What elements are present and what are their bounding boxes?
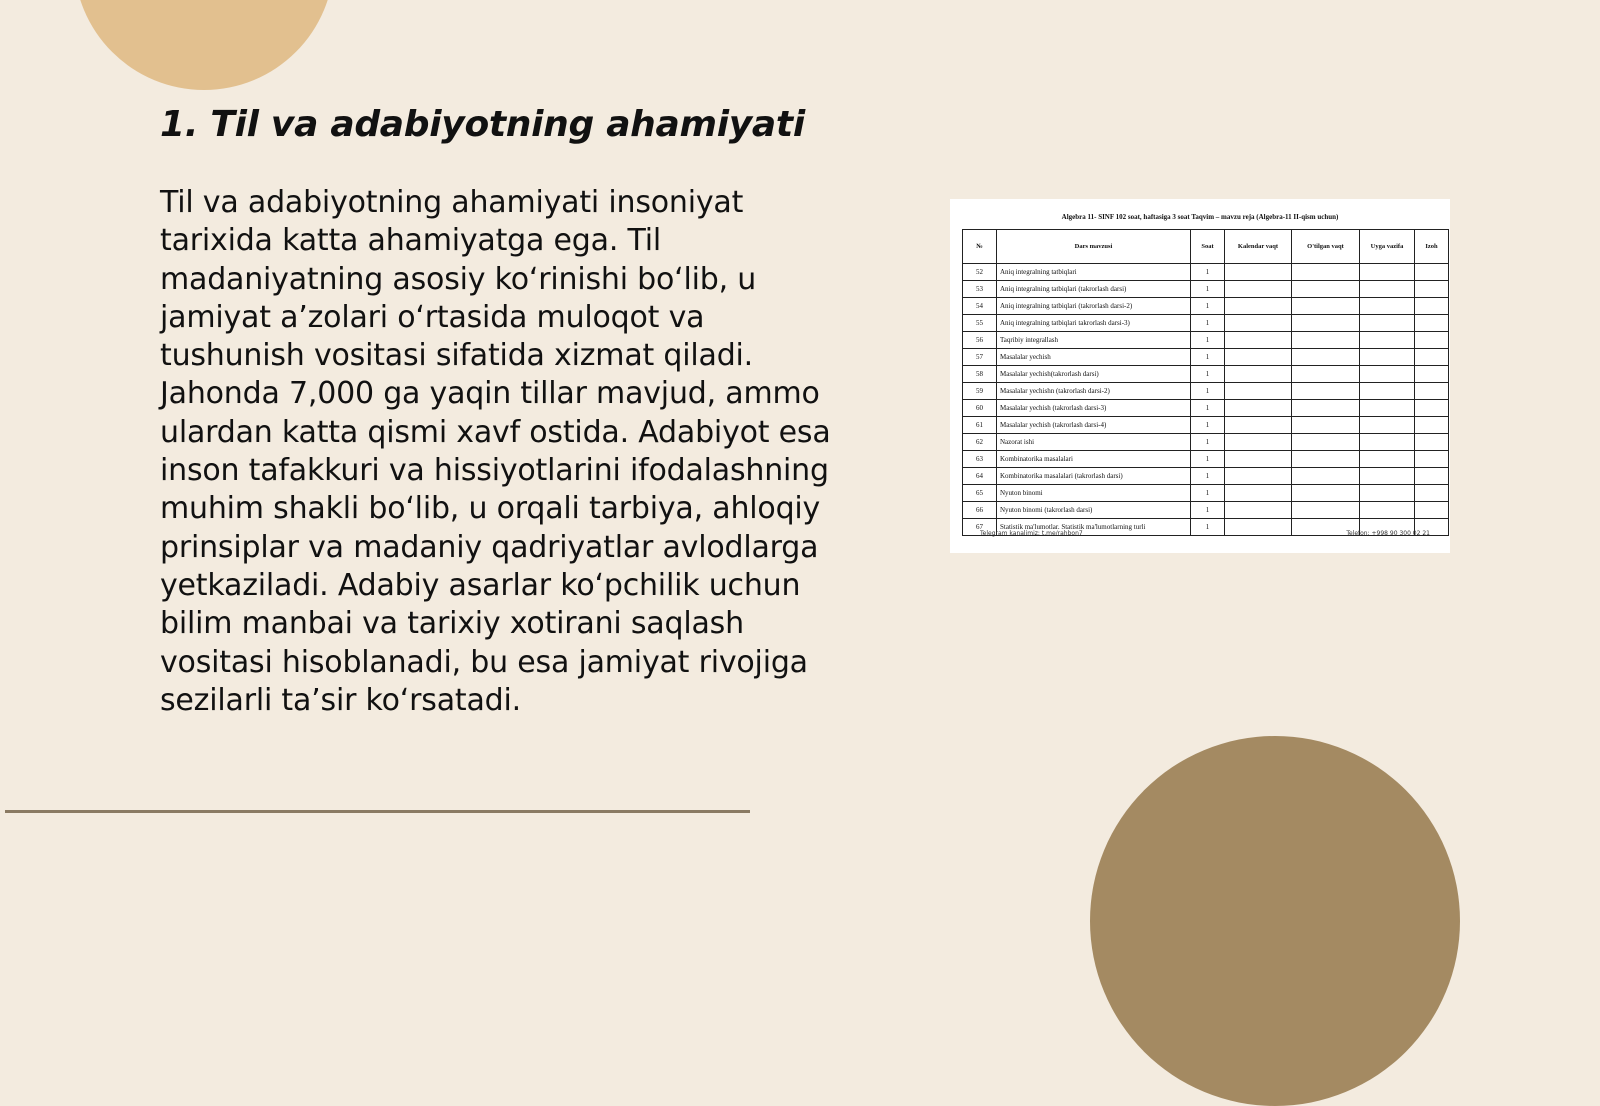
row-homework-cell [1360,349,1415,366]
table-header-row [963,230,1449,264]
row-homework-cell [1360,264,1415,281]
table-row [963,349,1449,366]
row-number: 66 [963,502,997,519]
table-row [963,332,1449,349]
table-footer-telegram: Telegram kanalimiz: t.me/rahbon7 [980,530,1083,537]
row-hours: 1 [1191,485,1225,502]
row-note-cell [1415,400,1449,417]
row-note-cell [1415,485,1449,502]
row-number: 65 [963,485,997,502]
row-homework-cell [1360,502,1415,519]
row-homework-cell [1360,298,1415,315]
row-taught-cell [1292,502,1360,519]
table-row [963,298,1449,315]
row-number: 56 [963,332,997,349]
row-calendar-cell [1225,349,1292,366]
row-topic: Nyuton binomi (takrorlash darsi) [997,502,1191,519]
row-calendar-cell [1225,502,1292,519]
column-header: O'tilgan vaqt [1292,230,1360,264]
row-homework-cell [1360,383,1415,400]
row-note-cell [1415,451,1449,468]
row-homework-cell [1360,400,1415,417]
slide-title: 1. Til va adabiyotning ahamiyati [160,104,805,145]
row-taught-cell [1292,400,1360,417]
row-note-cell [1415,434,1449,451]
row-taught-cell [1292,366,1360,383]
row-hours: 1 [1191,298,1225,315]
table-row [963,417,1449,434]
row-taught-cell [1292,332,1360,349]
curriculum-table-image [950,199,1450,553]
row-calendar-cell [1225,366,1292,383]
row-topic: Masalalar yechish (takrorlash darsi-4) [997,417,1191,434]
row-number: 58 [963,366,997,383]
row-calendar-cell [1225,400,1292,417]
row-note-cell [1415,349,1449,366]
row-number: 55 [963,315,997,332]
column-header: Dars mavzusi [997,230,1191,264]
table-row [963,468,1449,485]
table-row [963,264,1449,281]
row-hours: 1 [1191,366,1225,383]
row-number: 60 [963,400,997,417]
row-calendar-cell [1225,264,1292,281]
row-taught-cell [1292,298,1360,315]
row-taught-cell [1292,383,1360,400]
row-hours: 1 [1191,451,1225,468]
row-topic: Aniq integralning tatbiqlari takrorlash darsi-3) [997,315,1191,332]
row-homework-cell [1360,366,1415,383]
row-topic: Masalalar yechish [997,349,1191,366]
row-hours: 1 [1191,349,1225,366]
row-topic: Masalalar yechish (takrorlash darsi-3) [997,400,1191,417]
row-number: 57 [963,349,997,366]
row-calendar-cell [1225,332,1292,349]
row-homework-cell [1360,468,1415,485]
row-topic: Aniq integralning tatbiqlari (takrorlash darsi) [997,281,1191,298]
row-taught-cell [1292,468,1360,485]
slide-body-text: Til va adabiyotning ahamiyati insoniyat tarixida katta ahamiyatga ega. Til madaniyatning asosiy koʻrinishi boʻlib, u jamiyat aʼzolari oʻrtasida muloqot va tushunish vositasi sifatida xizmat qiladi. Jahonda 7,000 ga yaqin tillar mavjud, ammo ulardan katta qismi xavf ostida. Adabiyot esa inson tafakkuri va hissiyotlarini ifodalashning muhim shakli boʻlib, u orqali tarbiya, ahloqiy prinsiplar va madaniy qadriyatlar avlodlarga yetkaziladi. Adabiy asarlar koʻpchilik uchun bilim manbai va tarixiy xotirani saqlash vositasi hisoblanadi, bu esa jamiyat rivojiga sezilarli taʼsir koʻrsatadi. [160,185,831,718]
row-topic: Nazorat ishi [997,434,1191,451]
row-number: 63 [963,451,997,468]
row-number: 64 [963,468,997,485]
column-header: Kalendar vaqt [1225,230,1292,264]
table-row [963,485,1449,502]
table-row [963,281,1449,298]
row-number: 52 [963,264,997,281]
row-number: 61 [963,417,997,434]
row-topic: Masalalar yechish(takrorlash darsi) [997,366,1191,383]
table-row [963,400,1449,417]
row-homework-cell [1360,417,1415,434]
row-hours: 1 [1191,281,1225,298]
table-row [963,383,1449,400]
row-note-cell [1415,502,1449,519]
row-number: 53 [963,281,997,298]
row-topic: Aniq integralning tatbiqlari (takrorlash darsi-2) [997,298,1191,315]
row-calendar-cell [1225,417,1292,434]
row-note-cell [1415,264,1449,281]
row-hours: 1 [1191,264,1225,281]
row-calendar-cell [1225,281,1292,298]
row-taught-cell [1292,349,1360,366]
row-hours: 1 [1191,315,1225,332]
divider-line [5,810,750,813]
row-homework-cell [1360,485,1415,502]
row-hours: 1 [1191,434,1225,451]
row-calendar-cell [1225,485,1292,502]
row-topic: Nyuton binomi [997,485,1191,502]
row-calendar-cell [1225,383,1292,400]
column-header: Soat [1191,230,1225,264]
table-row [963,434,1449,451]
row-note-cell [1415,366,1449,383]
table-row [963,366,1449,383]
row-note-cell [1415,281,1449,298]
row-calendar-cell [1225,434,1292,451]
row-homework-cell [1360,434,1415,451]
row-taught-cell [1292,434,1360,451]
row-homework-cell [1360,281,1415,298]
row-calendar-cell [1225,451,1292,468]
row-hours: 1 [1191,400,1225,417]
row-number: 54 [963,298,997,315]
row-hours: 1 [1191,383,1225,400]
row-taught-cell [1292,264,1360,281]
row-calendar-cell [1225,315,1292,332]
row-taught-cell [1292,485,1360,502]
row-number: 62 [963,434,997,451]
table-caption: Algebra 11- SINF 102 soat, haftasiga 3 soat Taqvim – mavzu reja (Algebra-11 II-qism uchun) [1061,213,1339,221]
row-note-cell [1415,332,1449,349]
row-hours: 1 [1191,519,1225,536]
row-homework-cell [1360,315,1415,332]
row-topic: Kombinatorika masalalari (takrorlash darsi) [997,468,1191,485]
row-calendar-cell [1225,468,1292,485]
row-note-cell [1415,383,1449,400]
decorative-circle-top [74,0,334,90]
row-note-cell [1415,468,1449,485]
row-topic: Kombinatorika masalalari [997,451,1191,468]
table-row [963,315,1449,332]
row-note-cell [1415,417,1449,434]
row-taught-cell [1292,281,1360,298]
row-topic: Aniq integralning tatbiqlari [997,264,1191,281]
curriculum-table [962,229,1449,536]
row-note-cell [1415,315,1449,332]
table-footer-phone: Telefon: +998 90 300 02 21 [1346,530,1430,537]
row-taught-cell [1292,451,1360,468]
row-taught-cell [1292,315,1360,332]
row-hours: 1 [1191,417,1225,434]
decorative-circle-bottom [1090,736,1460,1106]
row-topic: Taqribiy integrallash [997,332,1191,349]
row-number: 67 [963,519,997,536]
column-header: Izoh [1415,230,1449,264]
row-hours: 1 [1191,502,1225,519]
column-header: № [963,230,997,264]
row-hours: 1 [1191,468,1225,485]
row-homework-cell [1360,332,1415,349]
row-calendar-cell [1225,519,1292,536]
row-number: 59 [963,383,997,400]
table-row [963,502,1449,519]
row-note-cell [1415,298,1449,315]
row-homework-cell [1360,451,1415,468]
column-header: Uyga vazifa [1360,230,1415,264]
row-hours: 1 [1191,332,1225,349]
row-topic: Masalalar yechishn (takrorlash darsi-2) [997,383,1191,400]
table-row [963,451,1449,468]
row-calendar-cell [1225,298,1292,315]
row-topic: Statistik ma'lumotlar. Statistik ma'lumotlarning turli [997,519,1191,536]
row-taught-cell [1292,417,1360,434]
